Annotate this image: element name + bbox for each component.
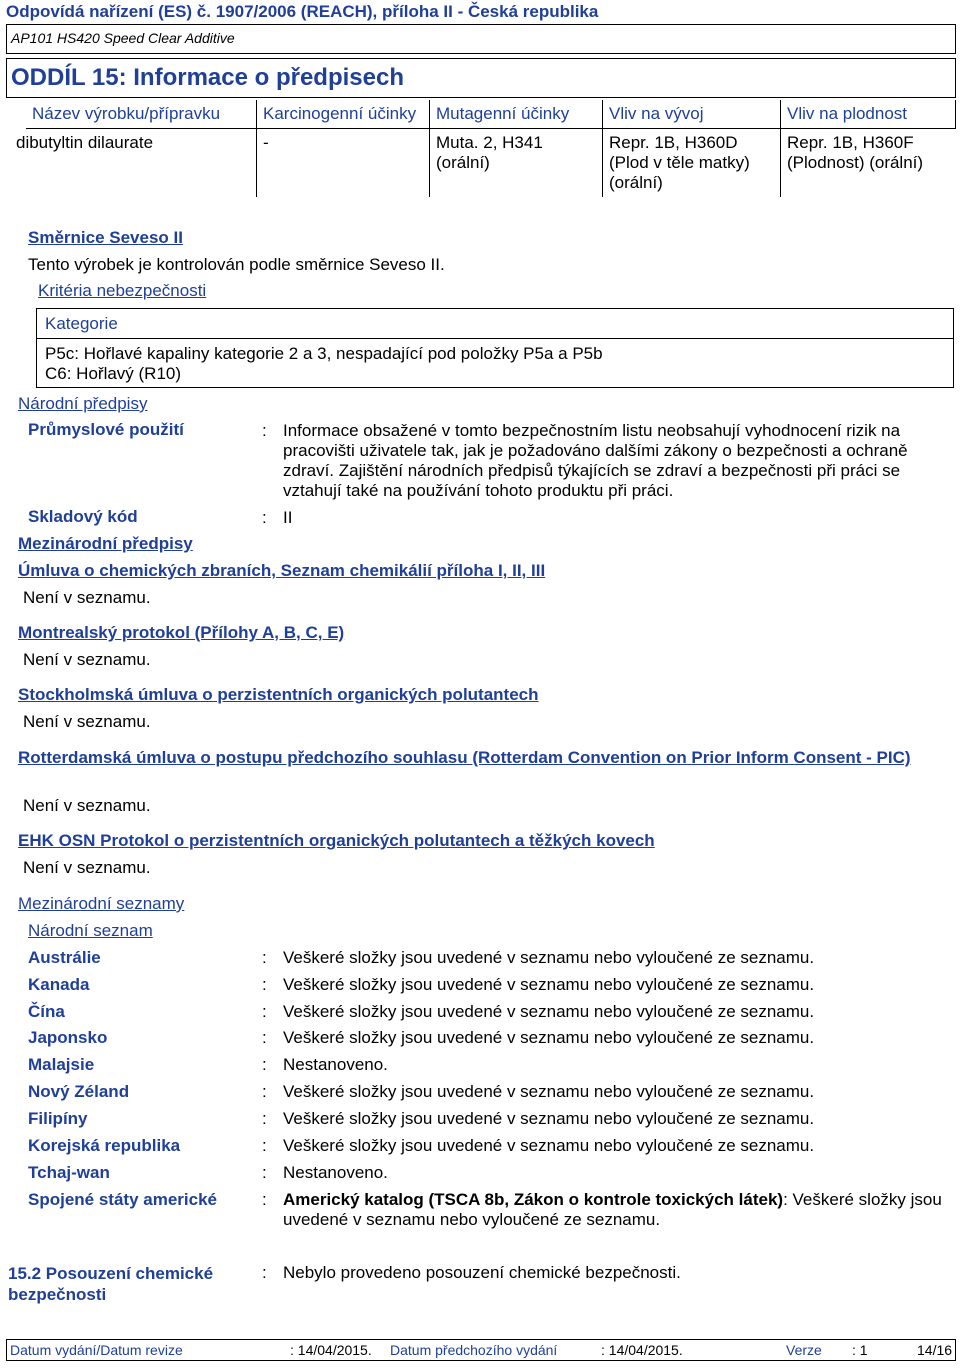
seveso-text: Tento výrobek je kontrolován podle směrnice Seveso II. [28,255,445,274]
section-title: ODDÍL 15: Informace o předpisech [11,64,404,91]
cell-fertility: Repr. 1B, H360F (Plodnost) (orální) [781,129,956,198]
inventory-country: Korejská republika [28,1136,181,1155]
inventories-heading: Mezinárodní seznamy [18,894,185,913]
inventory-colon: : [262,1163,267,1182]
usa-catalog-name: Americký katalog (TSCA 8b, Zákon o kontrole toxických látek) [283,1190,784,1209]
convention-value: Není v seznamu. [23,712,151,731]
inventory-country: Tchaj-wan [28,1163,110,1182]
convention-title: Rotterdamská úmluva o postupu předchozího souhlasu (Rotterdam Convention on Prior Inform Consent - PIC) [18,748,911,767]
inventory-country: Kanada [28,975,90,994]
previous-issue-label: Datum předchozího vydání [390,1342,558,1358]
inventory-colon: : [262,1082,267,1101]
criteria-heading: Kritéria nebezpečnosti [38,281,207,300]
inventory-colon: : [262,1136,267,1155]
table-row [26,129,956,198]
category-header [37,309,953,339]
category-box [36,308,954,388]
inventory-country: Japonsko [28,1028,108,1047]
category-line-2: C6: Hořlavý (R10) [45,364,182,383]
product-header-box [6,24,956,54]
inventory-value: Nestanoveno. [283,1055,388,1074]
inventory-country: Nový Zéland [28,1082,130,1101]
cell-development: Repr. 1B, H360D (Plod v těle matky) (orální) [603,129,781,198]
inventory-colon: : [262,948,267,967]
issue-date-label: Datum vydání/Datum revize [10,1342,183,1358]
chemical-safety-assessment-label: 15.2 Posouzení chemické bezpečnosti [8,1264,214,1304]
version-label: Verze [786,1342,822,1358]
inventory-country-usa: Spojené státy americké [28,1190,217,1209]
convention-value: Není v seznamu. [23,588,151,607]
seveso-heading: Směrnice Seveso II [28,228,183,247]
inventory-colon: : [262,1190,267,1209]
usa-catalog-value: : Veškeré složky jsou uvedené v seznamu nebo vyloučené ze seznamu. [283,1190,942,1229]
industrial-use-value: Informace obsažené v tomto bezpečnostním listu neobsahují vyhodnocení rizik na pracovišti uživatele tak, jak je požadováno dalšími zákony o bezpečnosti a ochraně zdraví. Zajištění národních předpisů týkajících se zdraví a bezpečnosti při práci se vztahují také na používání tohoto produktu při práci. [283,421,908,500]
inventory-value: Veškeré složky jsou uvedené v seznamu nebo vyloučené ze seznamu. [283,1109,815,1128]
inventory-value: Veškeré složky jsou uvedené v seznamu nebo vyloučené ze seznamu. [283,1082,815,1101]
inventory-value: Veškeré složky jsou uvedené v seznamu nebo vyloučené ze seznamu. [283,1028,815,1047]
national-inventory-subheading: Národní seznam [28,921,153,940]
national-heading: Národní předpisy [18,394,148,413]
regulation-header: Odpovídá nařízení (ES) č. 1907/2006 (REACH), příloha II - Česká republika [6,2,599,21]
cell-product: dibutyltin dilaurate [16,133,154,152]
category-label: Kategorie [45,314,118,333]
international-heading: Mezinárodní předpisy [18,534,193,553]
storage-code-colon: : [262,508,267,527]
convention-value: Není v seznamu. [23,650,151,669]
header-development: Vliv na vývoj [603,100,781,129]
inventory-country: Austrálie [28,948,101,967]
page-number: 14/16 [917,1342,953,1358]
inventory-value: Veškeré složky jsou uvedené v seznamu nebo vyloučené ze seznamu. [283,1002,815,1021]
inventory-value: Veškeré složky jsou uvedené v seznamu nebo vyloučené ze seznamu. [283,975,815,994]
storage-code-value: II [283,508,293,527]
issue-date-value: : 14/04/2015. [290,1342,372,1358]
header-fertility: Vliv na plodnost [781,100,956,129]
inventory-value: Veškeré složky jsou uvedené v seznamu nebo vyloučené ze seznamu. [283,948,815,967]
header-mutagenic: Mutagenní účinky [430,100,603,129]
product-name: AP101 HS420 Speed Clear Additive [11,30,235,46]
convention-value: Není v seznamu. [23,796,151,815]
convention-title: Stockholmská úmluva o perzistentních organických polutantech [18,685,539,704]
inventory-colon: : [262,1028,267,1047]
inventory-value-usa [283,1190,943,1230]
convention-value: Není v seznamu. [23,858,151,877]
inventory-colon: : [262,1055,267,1074]
storage-code-label: Skladový kód [28,507,138,526]
assessment-colon: : [262,1263,267,1282]
page-footer [6,1339,956,1361]
inventory-value: Veškeré složky jsou uvedené v seznamu nebo vyloučené ze seznamu. [283,1136,815,1155]
header-carcinogenic: Karcinogenní účinky [257,100,430,129]
header-product: Název výrobku/přípravku [26,100,257,129]
convention-title: Montrealský protokol (Přílohy A, B, C, E) [18,623,345,642]
cell-carcinogenic: - [257,129,430,198]
industrial-use-label: Průmyslové použití [28,420,184,439]
inventory-value: Nestanoveno. [283,1163,388,1182]
inventory-country: Čína [28,1002,65,1021]
convention-title: EHK OSN Protokol o perzistentních organických polutantech a těžkých kovech [18,831,655,850]
convention-title: Úmluva o chemických zbraních, Seznam chemikálií příloha I, II, III [18,561,546,580]
section-title-box [6,58,956,98]
industrial-use-colon: : [262,421,267,440]
inventory-colon: : [262,975,267,994]
inventory-colon: : [262,1109,267,1128]
inventory-country: Malajsie [28,1055,95,1074]
inventory-country: Filipíny [28,1109,88,1128]
previous-issue-value: : 14/04/2015. [601,1342,683,1358]
chemical-safety-assessment-value: Nebylo provedeno posouzení chemické bezpečnosti. [283,1263,681,1282]
cell-mutagenic: Muta. 2, H341 (orální) [430,129,603,198]
inventory-colon: : [262,1002,267,1021]
category-line-1: P5c: Hořlavé kapaliny kategorie 2 a 3, nespadající pod položky P5a a P5b [45,344,603,363]
cmr-table [16,100,956,197]
version-value: : 1 [852,1342,868,1358]
table-header-row [26,100,956,129]
